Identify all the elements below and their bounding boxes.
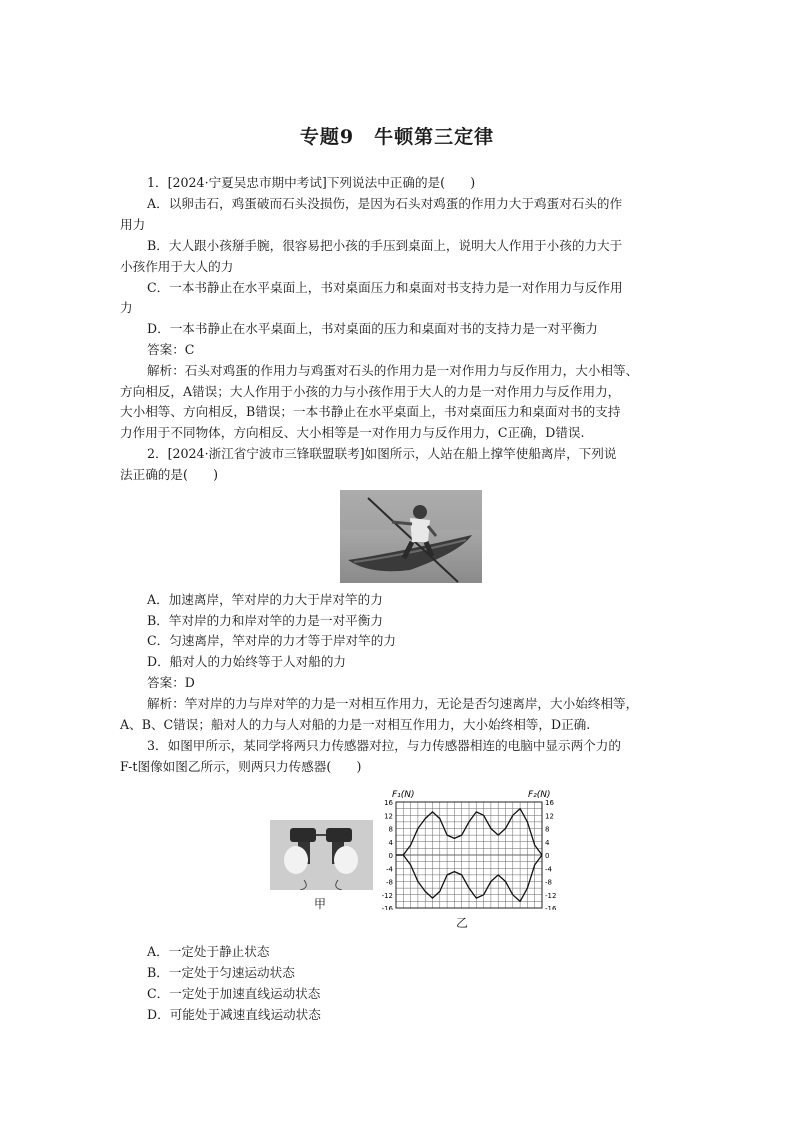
- force-sensors-photo: [270, 820, 373, 890]
- y-tick-left: 12: [384, 812, 393, 821]
- q3-stem: 3．如图甲所示，某同学将两只力传感器对拉，与力传感器相连的电脑中显示两个力的: [147, 738, 621, 753]
- y-tick-right: 12: [545, 812, 554, 821]
- q1-option-c-cont: 力: [120, 300, 133, 315]
- q1-option-b: B．大人跟小孩掰手腕，很容易把小孩的手压到桌面上，说明大人作用于小孩的力大于: [147, 238, 623, 253]
- q3-option-c: C．一定处于加速直线运动状态: [147, 986, 321, 1001]
- y-tick-right: -8: [545, 878, 552, 887]
- q1-option-c: C．一本书静止在水平桌面上，书对桌面压力和桌面对书支持力是一对作用力与反作用: [147, 280, 623, 295]
- q3-option-b: B．一定处于匀速运动状态: [147, 965, 295, 980]
- q2-option-b: B．竿对岸的力和岸对竿的力是一对平衡力: [147, 613, 383, 628]
- y-tick-right: 0: [545, 852, 550, 860]
- y-tick-left: 16: [384, 799, 393, 807]
- y-tick-left: -12: [381, 891, 393, 900]
- q1-stem: 1．[2024·宁夏吴忠市期中考试]下列说法中正确的是( ): [147, 175, 476, 190]
- y-tick-right: 4: [545, 838, 550, 847]
- q2-stem: 2．[2024·浙江省宁波市三锋联盟联考]如图所示，人站在船上撑竿使船离岸，下列说: [147, 446, 617, 461]
- fig-jia-label: 甲: [314, 897, 327, 911]
- q1-option-b-cont: 小孩作用于大人的力: [120, 259, 234, 274]
- y-tick-right: -12: [545, 891, 557, 900]
- q1-explanation-2: 方向相反，A错误；大人作用于小孩的力与小孩作用于大人的力是一对作用力与反作用力，: [120, 384, 621, 399]
- boat-pole-photo: [340, 490, 482, 583]
- q1-option-a-cont: 用力: [120, 217, 146, 232]
- q1-option-d: D．一本书静止在水平桌面上，书对桌面的压力和桌面对书的支持力是一对平衡力: [147, 321, 598, 336]
- y-tick-left: 4: [388, 838, 393, 847]
- y-tick-right: -4: [545, 865, 552, 874]
- y-tick-left: -4: [386, 865, 393, 874]
- q3-option-d: D．可能处于减速直线运动状态: [147, 1007, 321, 1022]
- q2-stem-cont: 法正确的是( ): [120, 467, 218, 482]
- q3-option-a: A．一定处于静止状态: [147, 944, 270, 959]
- y-tick-right: 8: [545, 825, 550, 834]
- fig-yi-label: 乙: [456, 916, 469, 930]
- q2-option-a: A．加速离岸，竿对岸的力大于岸对竿的力: [147, 592, 383, 607]
- q1-option-a: A．以卵击石，鸡蛋破而石头没损伤，是因为石头对鸡蛋的作用力大于鸡蛋对石头的作: [147, 196, 623, 211]
- y-tick-left: -8: [386, 878, 393, 887]
- q2-option-d: D．船对人的力始终等于人对船的力: [147, 654, 347, 669]
- chart-ylabel-left: F₁(N): [392, 790, 415, 800]
- y-tick-left: -16: [381, 905, 393, 910]
- q2-explanation-1: 解析：竿对岸的力与岸对竿的力是一对相互作用力，无论是否匀速离岸，大小始终相等，: [147, 696, 639, 711]
- force-time-chart: [360, 786, 560, 910]
- q2-explanation-2: A、B、C错误；船对人的力与人对船的力是一对相互作用力，大小始终相等，D正确.: [120, 717, 591, 732]
- q1-explanation-3: 大小相等、方向相反，B错误；一本书静止在水平桌面上，书对桌面压力和桌面对书的支持: [120, 404, 621, 419]
- q2-option-c: C．匀速离岸，竿对岸的力才等于岸对竿的力: [147, 633, 396, 648]
- y-tick-right: 16: [545, 799, 554, 807]
- y-tick-right: -16: [545, 905, 557, 910]
- q2-answer: 答案：D: [147, 675, 195, 690]
- page-title: 专题9 牛顿第三定律: [299, 126, 495, 148]
- q1-explanation-1: 解析：石头对鸡蛋的作用力与鸡蛋对石头的作用力是一对作用力与反作用力，大小相等、: [147, 363, 639, 378]
- chart-ylabel-right: F₂(N): [528, 790, 551, 800]
- y-tick-left: 8: [388, 825, 393, 834]
- q3-stem-cont: F-t图像如图乙所示，则两只力传感器( ): [120, 759, 362, 774]
- y-tick-left: 0: [388, 852, 393, 860]
- q1-explanation-4: 力作用于不同物体，方向相反、大小相等是一对作用力与反作用力，C正确，D错误.: [120, 425, 585, 440]
- q1-answer: 答案：C: [147, 342, 195, 357]
